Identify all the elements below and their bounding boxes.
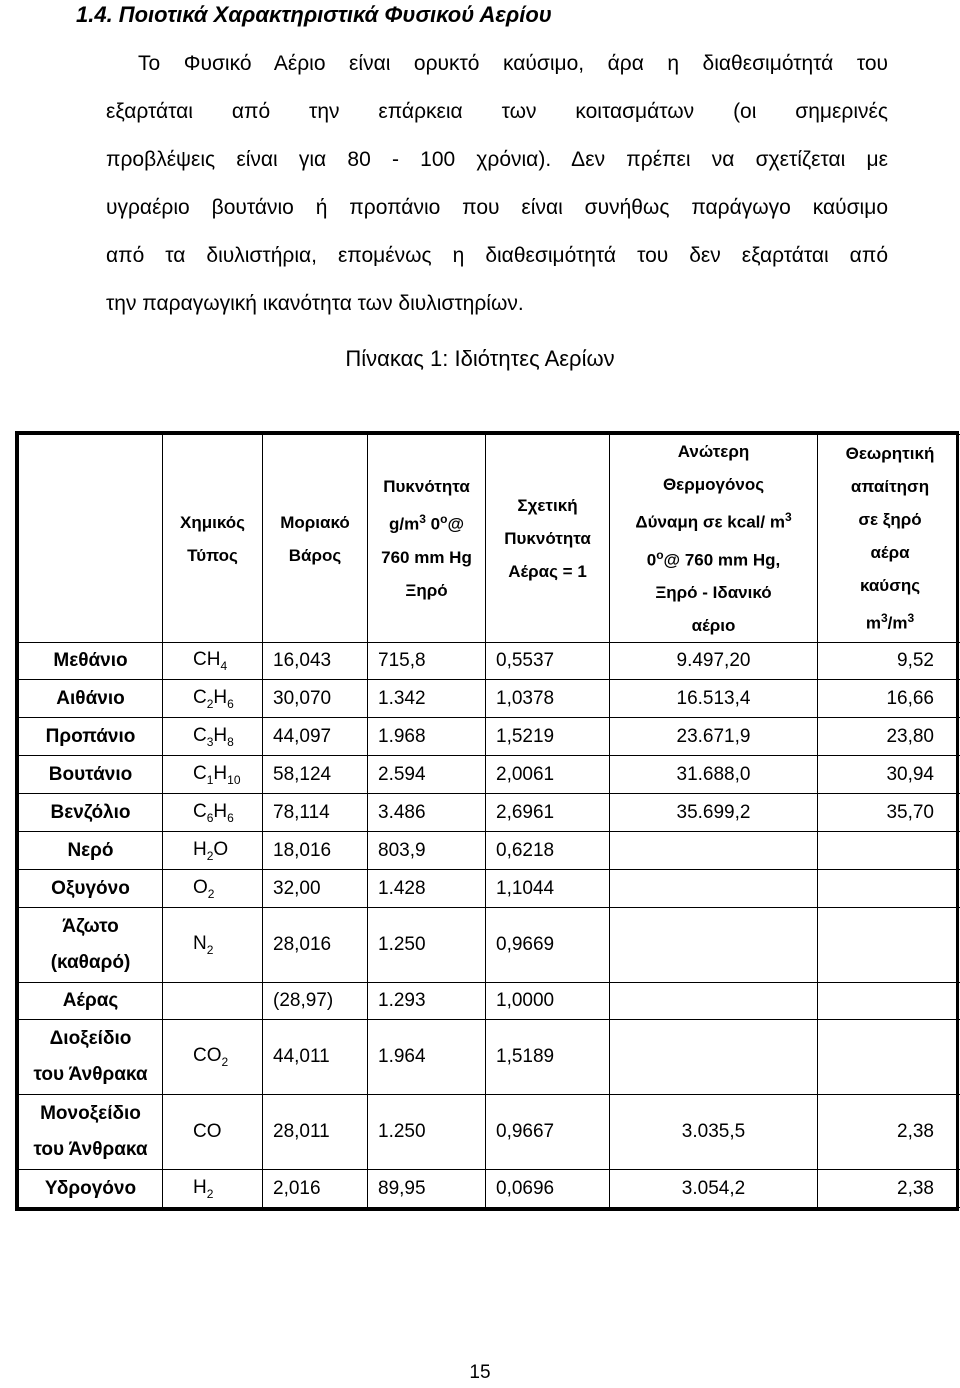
header-text: Δύναμη σε kcal/ $m^3$ bbox=[635, 510, 792, 532]
chemical-formula-cell bbox=[163, 1020, 263, 1095]
header-text: $g/m^3$ $0^o@$ bbox=[388, 512, 465, 534]
formula-element: N bbox=[193, 933, 207, 955]
gas-name-cell bbox=[19, 718, 163, 756]
header-text: $0^o@$ 760 mm Hg, bbox=[646, 547, 781, 570]
air-requirement-cell bbox=[818, 1020, 960, 1095]
page-number: 15 bbox=[469, 1362, 491, 1383]
molar-mass-cell: 44,097 bbox=[263, 718, 368, 756]
formula-element: H bbox=[213, 724, 228, 746]
relative-density-cell: 2,0061 bbox=[486, 756, 610, 794]
chemical-formula-cell bbox=[163, 756, 263, 794]
table-row bbox=[19, 832, 960, 870]
formula-element: C bbox=[193, 649, 207, 671]
relative-density-cell: 0,5537 bbox=[486, 643, 610, 680]
air-requirement-cell: 23,80 bbox=[818, 718, 960, 756]
heating-value-cell: 16.513,4 bbox=[610, 680, 818, 718]
header-heating-value bbox=[610, 435, 818, 643]
header-density bbox=[368, 435, 486, 643]
gas-name: Οξυγόνο bbox=[51, 877, 130, 899]
gas-name-cell bbox=[19, 832, 163, 870]
header-relative-density bbox=[486, 435, 610, 643]
density-cell: 1.250 bbox=[368, 908, 486, 983]
heating-value-cell bbox=[610, 870, 818, 908]
header-text: Μοριακό bbox=[280, 512, 350, 532]
gas-name-cell bbox=[19, 756, 163, 794]
density-cell: 1.968 bbox=[368, 718, 486, 756]
gas-name-cell bbox=[19, 908, 163, 983]
formula-subscript: 6 bbox=[227, 696, 234, 711]
air-requirement-cell: 9,52 bbox=[818, 643, 960, 680]
heating-value-cell bbox=[610, 832, 818, 870]
header-text: 760 mm Hg bbox=[381, 547, 472, 567]
header-text: Αέρας = 1 bbox=[508, 562, 587, 582]
chemical-formula-cell bbox=[163, 908, 263, 983]
formula-element: H bbox=[193, 838, 207, 860]
density-cell: 2.594 bbox=[368, 756, 486, 794]
formula-subscript: 4 bbox=[220, 659, 228, 674]
gas-name: Προπάνιο bbox=[45, 725, 136, 747]
header-text: Βάρος bbox=[288, 545, 342, 565]
header-text: Σχετική bbox=[517, 496, 578, 516]
formula-subscript: 10 bbox=[227, 772, 241, 787]
air-requirement-cell bbox=[818, 908, 960, 983]
gas-name: Άζωτο bbox=[62, 916, 119, 938]
molar-mass-cell: 32,00 bbox=[263, 870, 368, 908]
header-formula bbox=[163, 435, 263, 643]
table-row bbox=[19, 794, 960, 832]
density-cell: 1.964 bbox=[368, 1020, 486, 1095]
header-air-requirement bbox=[818, 435, 960, 643]
table-caption: Πίνακας 1: Ιδιότητες Αερίων bbox=[345, 346, 615, 371]
density-cell: 1.250 bbox=[368, 1095, 486, 1170]
paragraph-line: προβλέψεις είναι για 80 - 100 χρόνια). Δεν πρέπει να σχετίζεται με bbox=[106, 148, 888, 171]
relative-density-cell: 1,0378 bbox=[486, 680, 610, 718]
molar-mass-cell: 30,070 bbox=[263, 680, 368, 718]
header-text: Θεωρητική bbox=[845, 444, 935, 464]
molar-mass-cell: 18,016 bbox=[263, 832, 368, 870]
molar-mass-cell: 28,016 bbox=[263, 908, 368, 983]
molar-mass-cell: 28,011 bbox=[263, 1095, 368, 1170]
table-row bbox=[19, 756, 960, 794]
molar-mass-cell: 16,043 bbox=[263, 643, 368, 680]
relative-density-cell: 1,1044 bbox=[486, 870, 610, 908]
formula-subscript: 6 bbox=[206, 810, 214, 825]
heating-value-cell: 3.054,2 bbox=[610, 1170, 818, 1208]
relative-density-cell: 0,9667 bbox=[486, 1095, 610, 1170]
gas-name: Βενζόλιο bbox=[50, 801, 131, 823]
formula-element: C bbox=[193, 724, 207, 746]
header-text: Ξηρό bbox=[405, 580, 448, 600]
paragraph-line: υγραέριο βουτάνιο ή προπάνιο που είναι συνήθως παράγωγο καύσιμο bbox=[106, 196, 888, 219]
paragraph-line: Το Φυσικό Αέριο είναι ορυκτό καύσιμο, άρα η διαθεσιμότητά του bbox=[138, 52, 888, 75]
density-cell: 1.428 bbox=[368, 870, 486, 908]
air-requirement-cell: 2,38 bbox=[818, 1095, 960, 1170]
formula-element: C bbox=[193, 762, 207, 784]
molar-mass-cell: 2,016 bbox=[263, 1170, 368, 1208]
heating-value-cell bbox=[610, 983, 818, 1020]
table-row bbox=[19, 983, 960, 1020]
density-cell: 89,95 bbox=[368, 1170, 486, 1208]
formula-element: C bbox=[193, 686, 207, 708]
table-row bbox=[19, 1020, 960, 1095]
formula-element: CO bbox=[193, 1045, 222, 1067]
air-requirement-cell: 2,38 bbox=[818, 1170, 960, 1208]
chemical-formula-cell bbox=[163, 794, 263, 832]
heating-value-cell: 9.497,20 bbox=[610, 643, 818, 680]
table-row bbox=[19, 1170, 960, 1208]
header-text: Πυκνότητα bbox=[504, 529, 591, 549]
formula-element: H bbox=[193, 1176, 207, 1198]
formula-element: C bbox=[193, 800, 207, 822]
gas-name-cell bbox=[19, 1095, 163, 1170]
heating-value-cell bbox=[610, 1020, 818, 1095]
header-text: σε ξηρό bbox=[858, 510, 922, 530]
molar-mass-cell: 78,114 bbox=[263, 794, 368, 832]
density-cell: 1.293 bbox=[368, 983, 486, 1020]
gas-name: Νερό bbox=[67, 839, 114, 861]
gas-name: Υδρογόνο bbox=[44, 1177, 137, 1199]
gas-name: (καθαρό) bbox=[50, 952, 131, 974]
formula-element: H bbox=[213, 686, 228, 708]
gas-name-cell bbox=[19, 983, 163, 1020]
relative-density-cell: 2,6961 bbox=[486, 794, 610, 832]
gas-name: Μεθάνιο bbox=[53, 650, 128, 672]
table-row bbox=[19, 718, 960, 756]
header-text: αέριο bbox=[691, 616, 736, 636]
gas-name: Διοξείδιο bbox=[49, 1028, 132, 1050]
table-row bbox=[19, 908, 960, 983]
gas-properties-table bbox=[18, 434, 960, 1208]
formula-element: O bbox=[213, 838, 229, 860]
formula-element: H bbox=[206, 649, 221, 671]
formula-subscript: 2 bbox=[221, 1055, 229, 1070]
header-text: Ξηρό - Ιδανικό bbox=[655, 583, 772, 603]
chemical-formula-cell bbox=[163, 983, 263, 1020]
header-text: απαίτηση bbox=[850, 477, 930, 497]
molar-mass-cell: (28,97) bbox=[263, 983, 368, 1020]
chemical-formula-cell bbox=[163, 832, 263, 870]
formula-subscript: 2 bbox=[207, 886, 215, 901]
gas-properties-table-frame bbox=[15, 431, 959, 1211]
chemical-formula-cell bbox=[163, 1170, 263, 1208]
formula-subscript: 2 bbox=[206, 696, 214, 711]
relative-density-cell: 1,0000 bbox=[486, 983, 610, 1020]
header-name-cell bbox=[19, 435, 163, 643]
gas-name: Βουτάνιο bbox=[48, 763, 133, 785]
gas-name-cell bbox=[19, 643, 163, 680]
header-text: Θερμογόνος bbox=[662, 475, 765, 494]
gas-name-cell bbox=[19, 1170, 163, 1208]
table-row bbox=[19, 1095, 960, 1170]
header-molar-mass bbox=[263, 435, 368, 643]
formula-subscript: 8 bbox=[227, 734, 234, 749]
formula-element: O bbox=[193, 876, 208, 898]
relative-density-cell: 0,0696 bbox=[486, 1170, 610, 1208]
gas-name-cell bbox=[19, 870, 163, 908]
molar-mass-cell: 58,124 bbox=[263, 756, 368, 794]
air-requirement-cell bbox=[818, 832, 960, 870]
density-cell: 715,8 bbox=[368, 643, 486, 680]
formula-element: H bbox=[213, 800, 228, 822]
table-header-row bbox=[19, 435, 960, 643]
density-cell: 803,9 bbox=[368, 832, 486, 870]
paragraph-line: από τα διυλιστήρια, επομένως η διαθεσιμότητά του δεν εξαρτάται από bbox=[106, 244, 888, 267]
chemical-formula-cell bbox=[163, 870, 263, 908]
air-requirement-cell: 30,94 bbox=[818, 756, 960, 794]
formula-subscript: 1 bbox=[206, 772, 214, 787]
formula-subscript: 2 bbox=[206, 1186, 214, 1201]
chemical-formula-cell bbox=[163, 1095, 263, 1170]
table-row bbox=[19, 870, 960, 908]
heating-value-cell: 31.688,0 bbox=[610, 756, 818, 794]
formula-subscript: 2 bbox=[206, 848, 214, 863]
paragraph-line: εξαρτάται από την επάρκεια των κοιτασμάτων (οι σημερινές bbox=[106, 100, 888, 123]
air-requirement-cell: 16,66 bbox=[818, 680, 960, 718]
gas-name-cell bbox=[19, 680, 163, 718]
molar-mass-cell: 44,011 bbox=[263, 1020, 368, 1095]
formula-element: CO bbox=[193, 1121, 222, 1143]
table-row bbox=[19, 680, 960, 718]
gas-name: Αιθάνιο bbox=[56, 687, 125, 709]
header-text: Τύπος bbox=[187, 545, 238, 565]
gas-name: Αέρας bbox=[62, 990, 119, 1012]
heating-value-cell bbox=[610, 908, 818, 983]
relative-density-cell: 0,9669 bbox=[486, 908, 610, 983]
air-requirement-cell: 35,70 bbox=[818, 794, 960, 832]
header-text: αέρα bbox=[870, 543, 910, 563]
formula-subscript: 2 bbox=[206, 943, 214, 958]
gas-name-cell bbox=[19, 1020, 163, 1095]
chemical-formula-cell bbox=[163, 680, 263, 718]
gas-name-cell bbox=[19, 794, 163, 832]
intro-paragraph bbox=[106, 40, 888, 328]
heating-value-cell: 3.035,5 bbox=[610, 1095, 818, 1170]
chemical-formula-cell bbox=[163, 643, 263, 680]
chemical-formula-cell bbox=[163, 718, 263, 756]
paragraph-line: την παραγωγική ικανότητα των διυλιστηρίων. bbox=[106, 292, 524, 315]
header-text: Ανώτερη bbox=[677, 442, 750, 461]
relative-density-cell: 1,5219 bbox=[486, 718, 610, 756]
header-text: $m^3/m^3$ bbox=[865, 611, 915, 633]
header-text: καύσης bbox=[859, 576, 921, 596]
air-requirement-cell bbox=[818, 870, 960, 908]
heating-value-cell: 23.671,9 bbox=[610, 718, 818, 756]
density-cell: 3.486 bbox=[368, 794, 486, 832]
formula-subscript: 6 bbox=[227, 810, 234, 825]
gas-name: Μονοξείδιο bbox=[40, 1103, 141, 1125]
relative-density-cell: 1,5189 bbox=[486, 1020, 610, 1095]
header-text: Χημικός bbox=[180, 512, 245, 532]
formula-subscript: 3 bbox=[206, 734, 214, 749]
heating-value-cell: 35.699,2 bbox=[610, 794, 818, 832]
air-requirement-cell bbox=[818, 983, 960, 1020]
header-text: Πυκνότητα bbox=[383, 477, 470, 497]
gas-name: του Άνθρακα bbox=[33, 1139, 148, 1161]
section-heading: 1.4. Ποιοτικά Χαρακτηριστικά Φυσικού Αερίου bbox=[76, 2, 552, 27]
gas-name: του Άνθρακα bbox=[33, 1064, 148, 1086]
table-row bbox=[19, 643, 960, 680]
density-cell: 1.342 bbox=[368, 680, 486, 718]
relative-density-cell: 0,6218 bbox=[486, 832, 610, 870]
formula-element: H bbox=[213, 762, 228, 784]
